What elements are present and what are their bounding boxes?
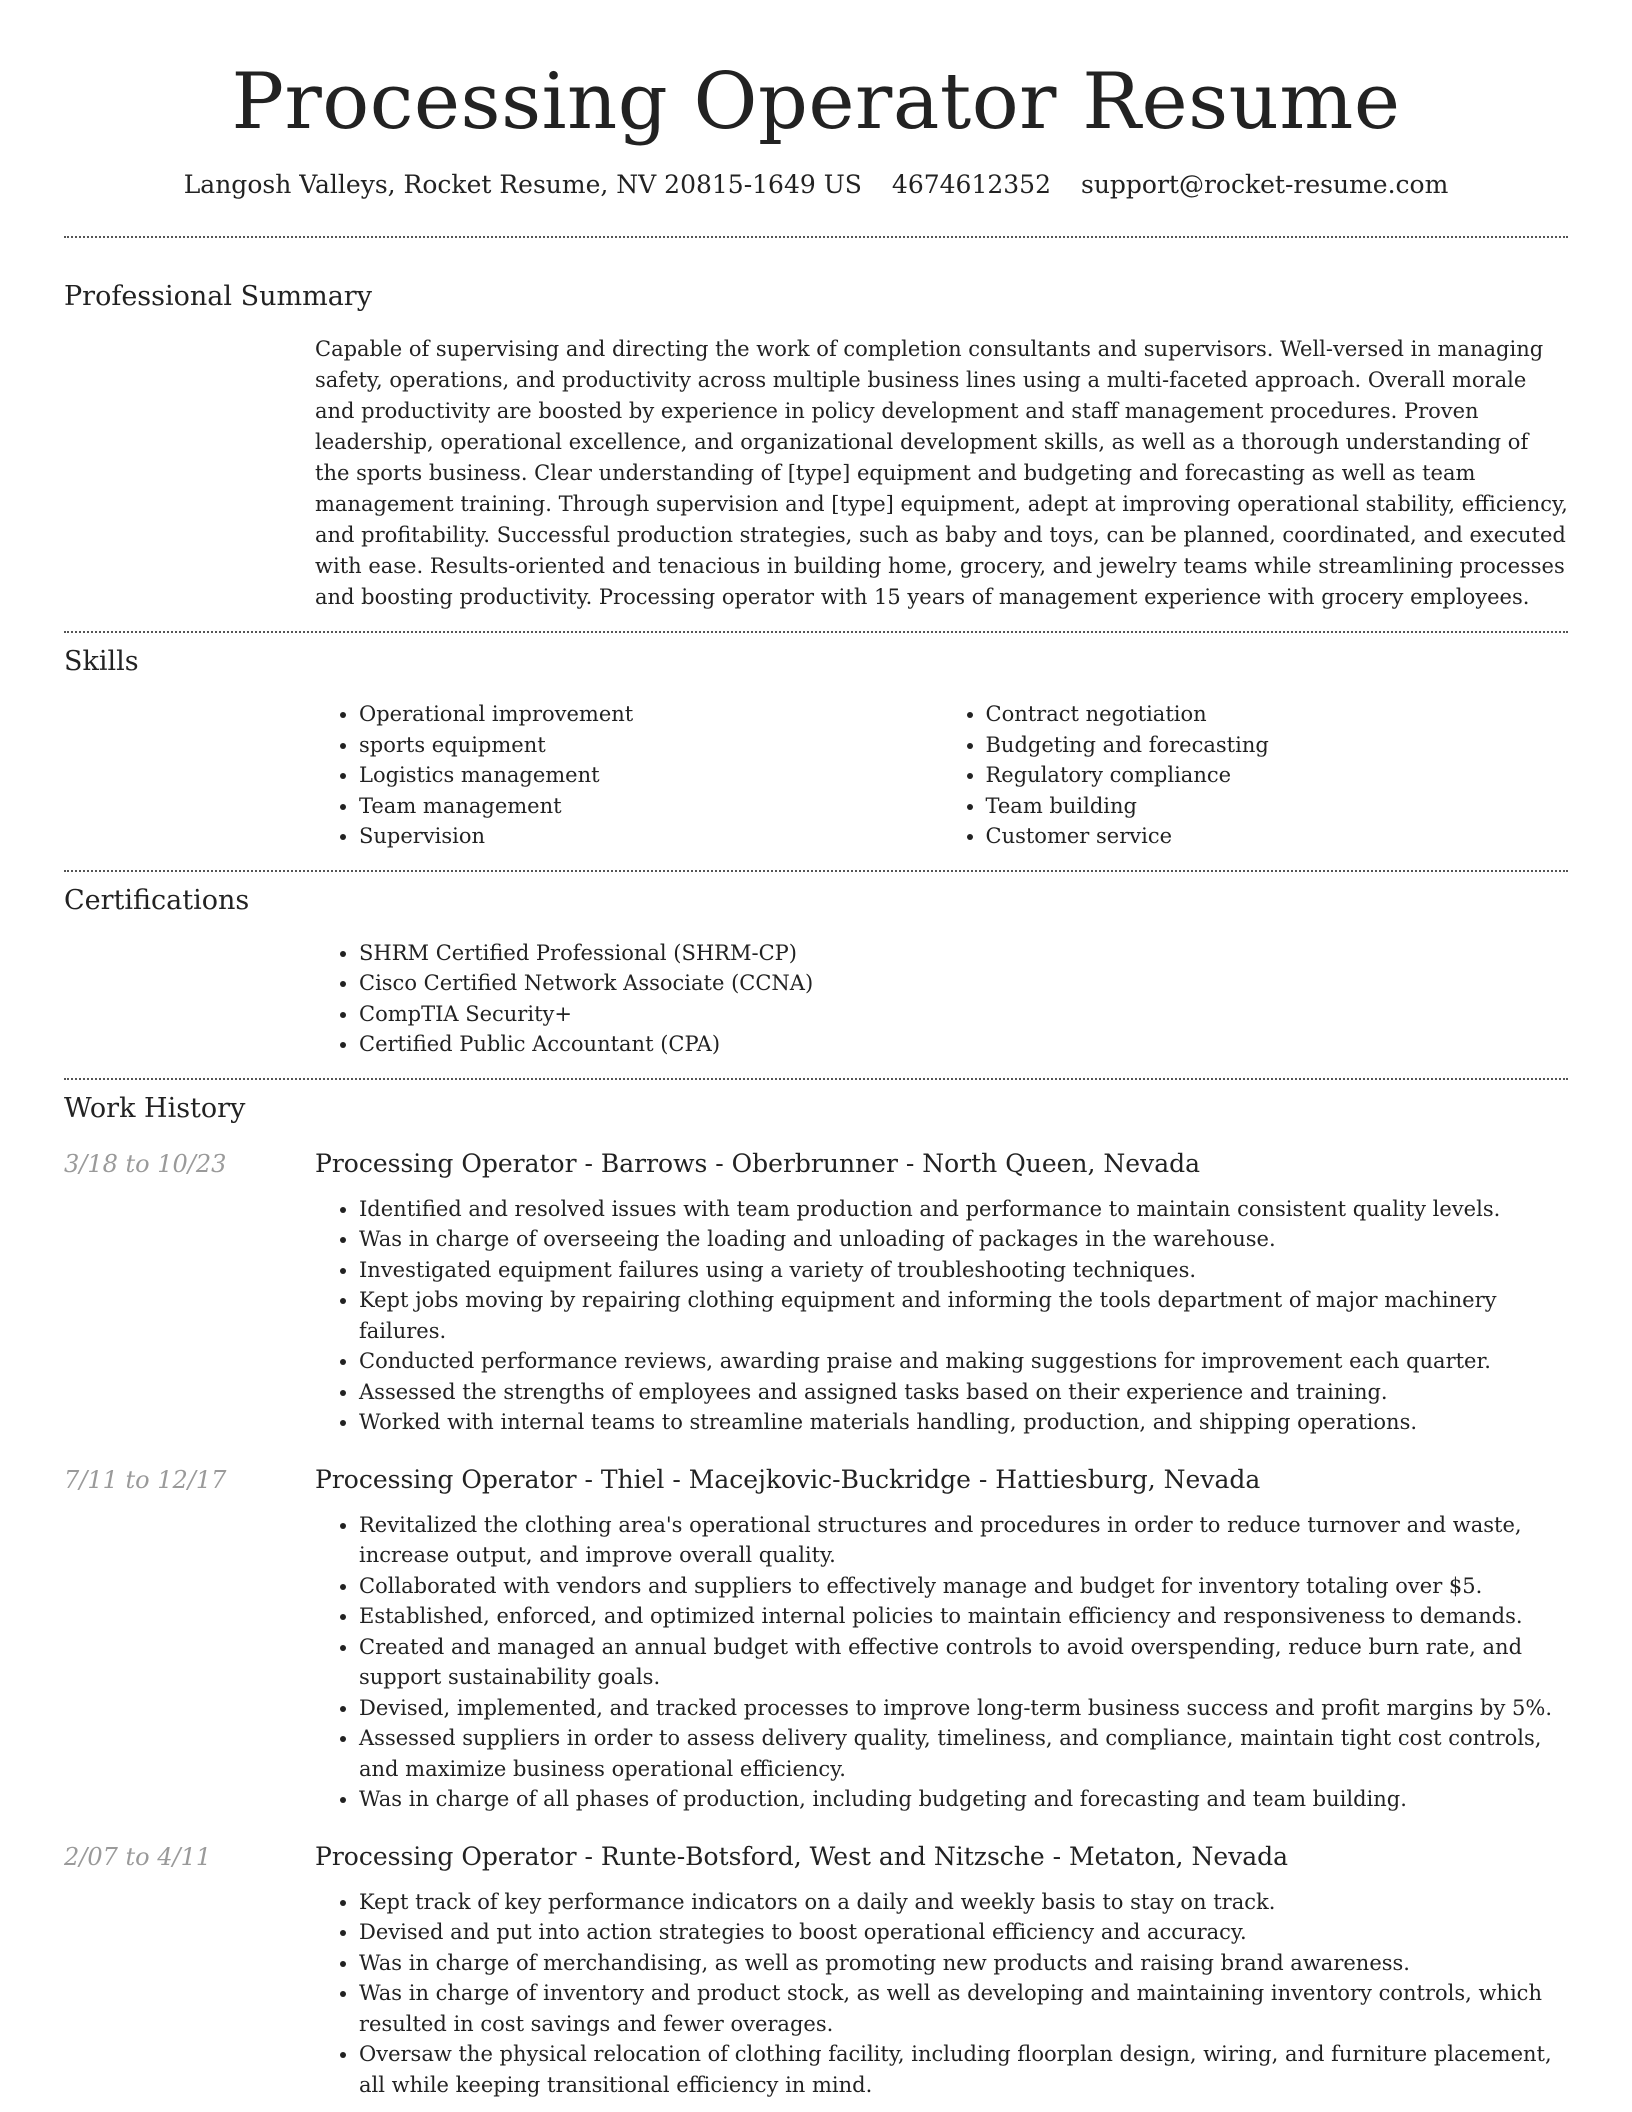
certifications-section <box>64 872 1568 1078</box>
list-item: • Was in charge of inventory and product stock, as well as developing and maintaining inventory controls, which resulted in cost savings and fewer overages. <box>359 1978 1568 2039</box>
job-bullets <box>315 1887 1568 2101</box>
list-item: • SHRM Certified Professional (SHRM-CP) <box>359 938 1568 969</box>
list-item: • Assessed suppliers in order to assess delivery quality, timeliness, and compliance, maintain tight cost controls, and maximize business operational efficiency. <box>359 1723 1568 1784</box>
work-history-heading: Work History <box>64 1092 246 1124</box>
job-dates: 7/11 to 12/17 <box>64 1465 227 1494</box>
skills-section <box>64 633 1568 870</box>
resume-title: Processing Operator Resume <box>231 57 1401 147</box>
list-item: • Regulatory compliance <box>986 760 1569 791</box>
list-item: • Cisco Certified Network Associate (CCNA) <box>359 968 1568 999</box>
job-title: Processing Operator - Barrows - Oberbrunner - North Queen, Nevada <box>315 1148 1201 1178</box>
skills-list-left <box>315 699 942 852</box>
summary-section <box>64 238 1568 631</box>
certifications-list <box>315 938 1568 1060</box>
list-item: • Was in charge of merchandising, as well as promoting new products and raising brand awareness. <box>359 1948 1568 1979</box>
summary-text: Capable of supervising and directing the work of completion consultants and supervisors. Well-versed in managing safety, operations, and productivity across multiple business lines using a multi-faceted approach. Overall morale and productivity are boosted by experience in policy development and staff management procedures. Proven leadership, operational excellence, and organizational development skills, as well as a thorough understanding of the sports business. Clear understanding of [type] equipment and budgeting and forecasting as well as team management training. Through supervision and [type] equipment, adept at improving operational stability, efficiency, and profitability. Successful production strategies, such as baby and toys, can be planned, coordinated, and executed with ease. Results-oriented and tenacious in building home, grocery, and jewelry teams while streamlining processes and boosting productivity. Processing operator with 15 years of management experience with grocery employees. <box>315 337 1568 609</box>
list-item: • Worked with internal teams to streamline materials handling, production, and shipping operations. <box>359 1407 1568 1438</box>
skills-heading: Skills <box>64 646 139 677</box>
list-item: • Budgeting and forecasting <box>986 730 1569 761</box>
job-entry <box>64 1841 1568 2101</box>
list-item: • sports equipment <box>359 730 942 761</box>
list-item: • Devised and put into action strategies to boost operational efficiency and accuracy. <box>359 1917 1568 1948</box>
list-item: • Logistics management <box>359 760 942 791</box>
list-item: • Assessed the strengths of employees and assigned tasks based on their experience and training. <box>359 1377 1568 1408</box>
skills-list-right <box>942 699 1569 852</box>
list-item: • Was in charge of overseeing the loading and unloading of packages in the warehouse. <box>359 1224 1568 1255</box>
list-item: • Certified Public Accountant (CPA) <box>359 1029 1568 1060</box>
list-item: • Kept jobs moving by repairing clothing equipment and informing the tools department of major machinery failures. <box>359 1285 1568 1346</box>
certifications-heading: Certifications <box>64 884 250 916</box>
list-item: • CompTIA Security+ <box>359 999 1568 1030</box>
list-item: • Oversaw the physical relocation of clothing facility, including floorplan design, wiring, and furniture placement, all while keeping transitional efficiency in mind. <box>359 2039 1568 2100</box>
job-entry <box>64 1148 1568 1438</box>
list-item: • Team building <box>986 791 1569 822</box>
list-item: • Conducted performance reviews, awarding praise and making suggestions for improvement each quarter. <box>359 1346 1568 1377</box>
list-item: • Identified and resolved issues with team production and performance to maintain consistent quality levels. <box>359 1194 1568 1225</box>
job-bullets <box>315 1194 1568 1438</box>
job-dates: 2/07 to 4/11 <box>64 1842 212 1871</box>
list-item: • Contract negotiation <box>986 699 1569 730</box>
list-item: • Created and managed an annual budget with effective controls to avoid overspending, reduce burn rate, and support sustainability goals. <box>359 1632 1568 1693</box>
contact-phone: 4674612352 <box>891 170 1051 199</box>
job-bullets <box>315 1510 1568 1815</box>
list-item: • Was in charge of all phases of production, including budgeting and forecasting and team building. <box>359 1784 1568 1815</box>
list-item: • Team management <box>359 791 942 822</box>
list-item: • Collaborated with vendors and suppliers to effectively manage and budget for inventory totaling over $5. <box>359 1571 1568 1602</box>
contact-address: Langosh Valleys, Rocket Resume, NV 20815-1649 US <box>183 170 862 199</box>
list-item: • Kept track of key performance indicators on a daily and weekly basis to stay on track. <box>359 1887 1568 1918</box>
list-item: • Devised, implemented, and tracked processes to improve long-term business success and profit margins by 5%. <box>359 1693 1568 1724</box>
contact-line <box>64 168 1568 202</box>
work-history-section <box>64 1080 1568 2101</box>
list-item: • Established, enforced, and optimized internal policies to maintain efficiency and responsiveness to demands. <box>359 1601 1568 1632</box>
job-title: Processing Operator - Runte-Botsford, West and Nitzsche - Metaton, Nevada <box>315 1841 1289 1871</box>
list-item: • Customer service <box>986 821 1569 852</box>
job-title: Processing Operator - Thiel - Macejkovic-Buckridge - Hattiesburg, Nevada <box>315 1464 1261 1494</box>
summary-heading: Professional Summary <box>64 281 372 312</box>
list-item: • Investigated equipment failures using a variety of troubleshooting techniques. <box>359 1255 1568 1286</box>
contact-email: support@rocket-resume.com <box>1080 170 1449 199</box>
list-item: • Revitalized the clothing area's operational structures and procedures in order to reduce turnover and waste, increase output, and improve overall quality. <box>359 1510 1568 1571</box>
job-dates: 3/18 to 10/23 <box>64 1149 227 1178</box>
list-item: • Operational improvement <box>359 699 942 730</box>
list-item: • Supervision <box>359 821 942 852</box>
job-entry <box>64 1464 1568 1815</box>
